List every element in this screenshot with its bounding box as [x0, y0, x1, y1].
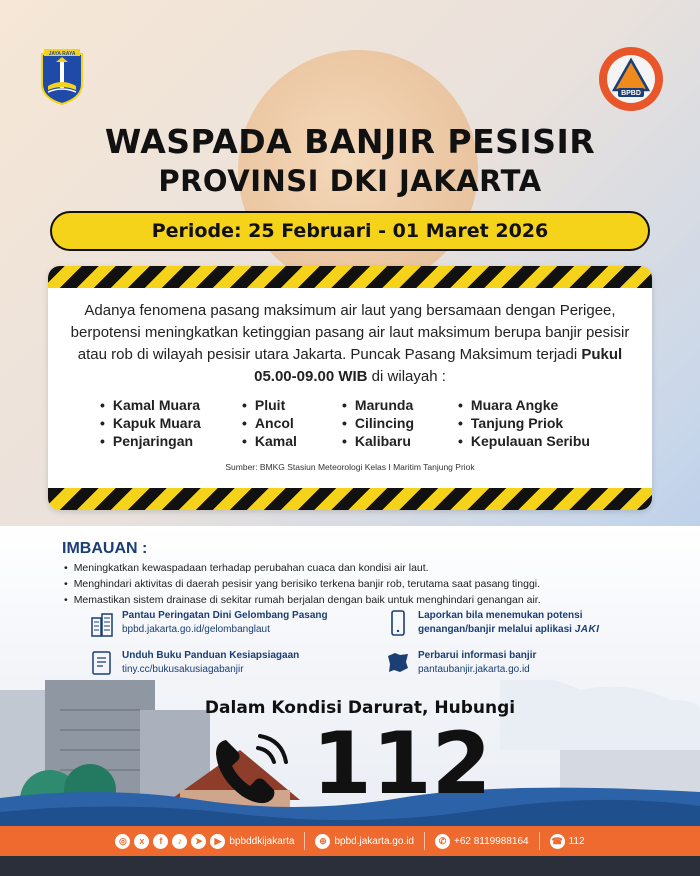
- area-item: • Cilincing: [342, 414, 414, 432]
- imbauan-heading: IMBAUAN :: [62, 540, 148, 557]
- smartphone-icon: [386, 610, 410, 636]
- notice-time: Pukul 05.00-09.00 WIB: [254, 346, 623, 385]
- info-lapor: [418, 609, 600, 637]
- notice-text-end: di wilayah :: [367, 368, 446, 385]
- info-banjir-url[interactable]: pantaubanjir.jakarta.go.id: [418, 664, 530, 675]
- hazard-stripe-bottom: [48, 488, 652, 510]
- imbauan-item: • Memastikan sistem drainase di sekitar rumah berjalan dengan baik untuk menghindari genangan air.: [64, 592, 664, 608]
- youtube-icon[interactable]: ▶: [210, 834, 225, 849]
- building-icon: [90, 612, 114, 638]
- bpbd-logo: [598, 46, 664, 112]
- area-item: • Tanjung Priok: [458, 414, 590, 432]
- info-banjir: [418, 649, 536, 677]
- jaki-app-name: JAKI: [574, 624, 600, 635]
- phone-number[interactable]: 112: [568, 835, 585, 847]
- telegram-icon[interactable]: ➤: [191, 834, 206, 849]
- area-item: • Penjaringan: [100, 432, 201, 450]
- globe-icon: ⊕: [315, 834, 330, 849]
- info-buku: [122, 649, 299, 677]
- area-item: • Kamal Muara: [100, 396, 201, 414]
- jakarta-map-icon: [386, 650, 410, 676]
- footer-bar: [0, 826, 700, 856]
- footer-divider: [539, 832, 540, 850]
- bottom-strip: [0, 856, 700, 876]
- info-gelombang: [122, 609, 328, 637]
- info-lapor-line1: Laporkan bila menemukan potensi: [418, 610, 583, 621]
- info-gelombang-url[interactable]: bpbd.jakarta.go.id/gelombanglaut: [122, 624, 270, 635]
- info-lapor-text: genangan/banjir melalui aplikasi: [418, 624, 572, 635]
- area-item: • Muara Angke: [458, 396, 590, 414]
- area-item: • Pluit: [242, 396, 297, 414]
- info-gelombang-title: Pantau Peringatan Dini Gelombang Pasang: [122, 610, 328, 621]
- social-handle[interactable]: bpbddkijakarta: [229, 835, 295, 847]
- emergency-label: Dalam Kondisi Darurat, Hubungi: [204, 698, 516, 718]
- notice-card: [48, 266, 652, 510]
- whatsapp-icon: ✆: [435, 834, 450, 849]
- title-line-2: PROVINSI DKI JAKARTA: [158, 164, 542, 198]
- tiktok-icon[interactable]: ♪: [172, 834, 187, 849]
- hazard-stripe-top: [48, 266, 652, 288]
- area-list-col3: [342, 396, 414, 450]
- area-item: • Kapuk Muara: [100, 414, 201, 432]
- website-text[interactable]: bpbd.jakarta.go.id: [334, 835, 414, 847]
- area-item: • Kamal: [242, 432, 297, 450]
- area-list-col2: [242, 396, 297, 450]
- imbauan-item: • Meningkatkan kewaspadaan terhadap perubahan cuaca dan kondisi air laut.: [64, 560, 664, 576]
- area-list-col1: [100, 396, 201, 450]
- title-line-1: WASPADA BANJIR PESISIR: [104, 122, 596, 161]
- facebook-icon[interactable]: f: [153, 834, 168, 849]
- emergency-number[interactable]: 112: [312, 714, 492, 814]
- book-icon: [90, 650, 114, 676]
- svg-text:BPBD: BPBD: [621, 90, 641, 97]
- footer-divider: [304, 832, 305, 850]
- period-banner: Periode: 25 Februari - 01 Maret 2026: [50, 211, 650, 251]
- area-item: • Kepulauan Seribu: [458, 432, 590, 450]
- call-icon: ☎: [550, 834, 565, 849]
- area-item: • Marunda: [342, 396, 414, 414]
- footer-divider: [424, 832, 425, 850]
- info-buku-title: Unduh Buku Panduan Kesiapsiagaan: [122, 650, 300, 661]
- info-banjir-title: Perbarui informasi banjir: [418, 650, 537, 661]
- instagram-icon[interactable]: ◎: [115, 834, 130, 849]
- area-item: • Ancol: [242, 414, 297, 432]
- phone-icon: [208, 730, 298, 810]
- info-buku-url[interactable]: tiny.cc/bukusakusiagabanjir: [122, 664, 244, 675]
- x-icon[interactable]: x: [134, 834, 149, 849]
- phone-contact: [550, 834, 585, 849]
- website-link: [315, 834, 414, 849]
- whatsapp-contact: [435, 834, 529, 849]
- notice-text-part: Adanya fenomena pasang maksimum air laut yang bersamaan dengan Perigee, berpotensi meningkatkan ketinggian pasang air laut maksimum berupa banjir pesisir atau rob di wilayah pesisir utara Jakarta. Puncak Pasang Maksimum terjadi: [70, 302, 630, 363]
- notice-text: [62, 300, 638, 388]
- imbauan-list: [64, 560, 664, 608]
- area-list-col4: [458, 396, 590, 450]
- social-links: [115, 834, 294, 849]
- info-lapor-line2: [418, 623, 600, 637]
- svg-text:JAYA RAYA: JAYA RAYA: [48, 51, 76, 57]
- area-item: • Kalibaru: [342, 432, 414, 450]
- imbauan-item: • Menghindari aktivitas di daerah pesisir yang berisiko terkena banjir rob, terutama saat pasang tinggi.: [64, 576, 664, 592]
- source-note: Sumber: BMKG Stasiun Meteorologi Kelas I Maritim Tanjung Priok: [225, 462, 475, 472]
- whatsapp-number[interactable]: +62 8119988164: [453, 835, 529, 847]
- jakarta-crest-logo: [40, 46, 84, 106]
